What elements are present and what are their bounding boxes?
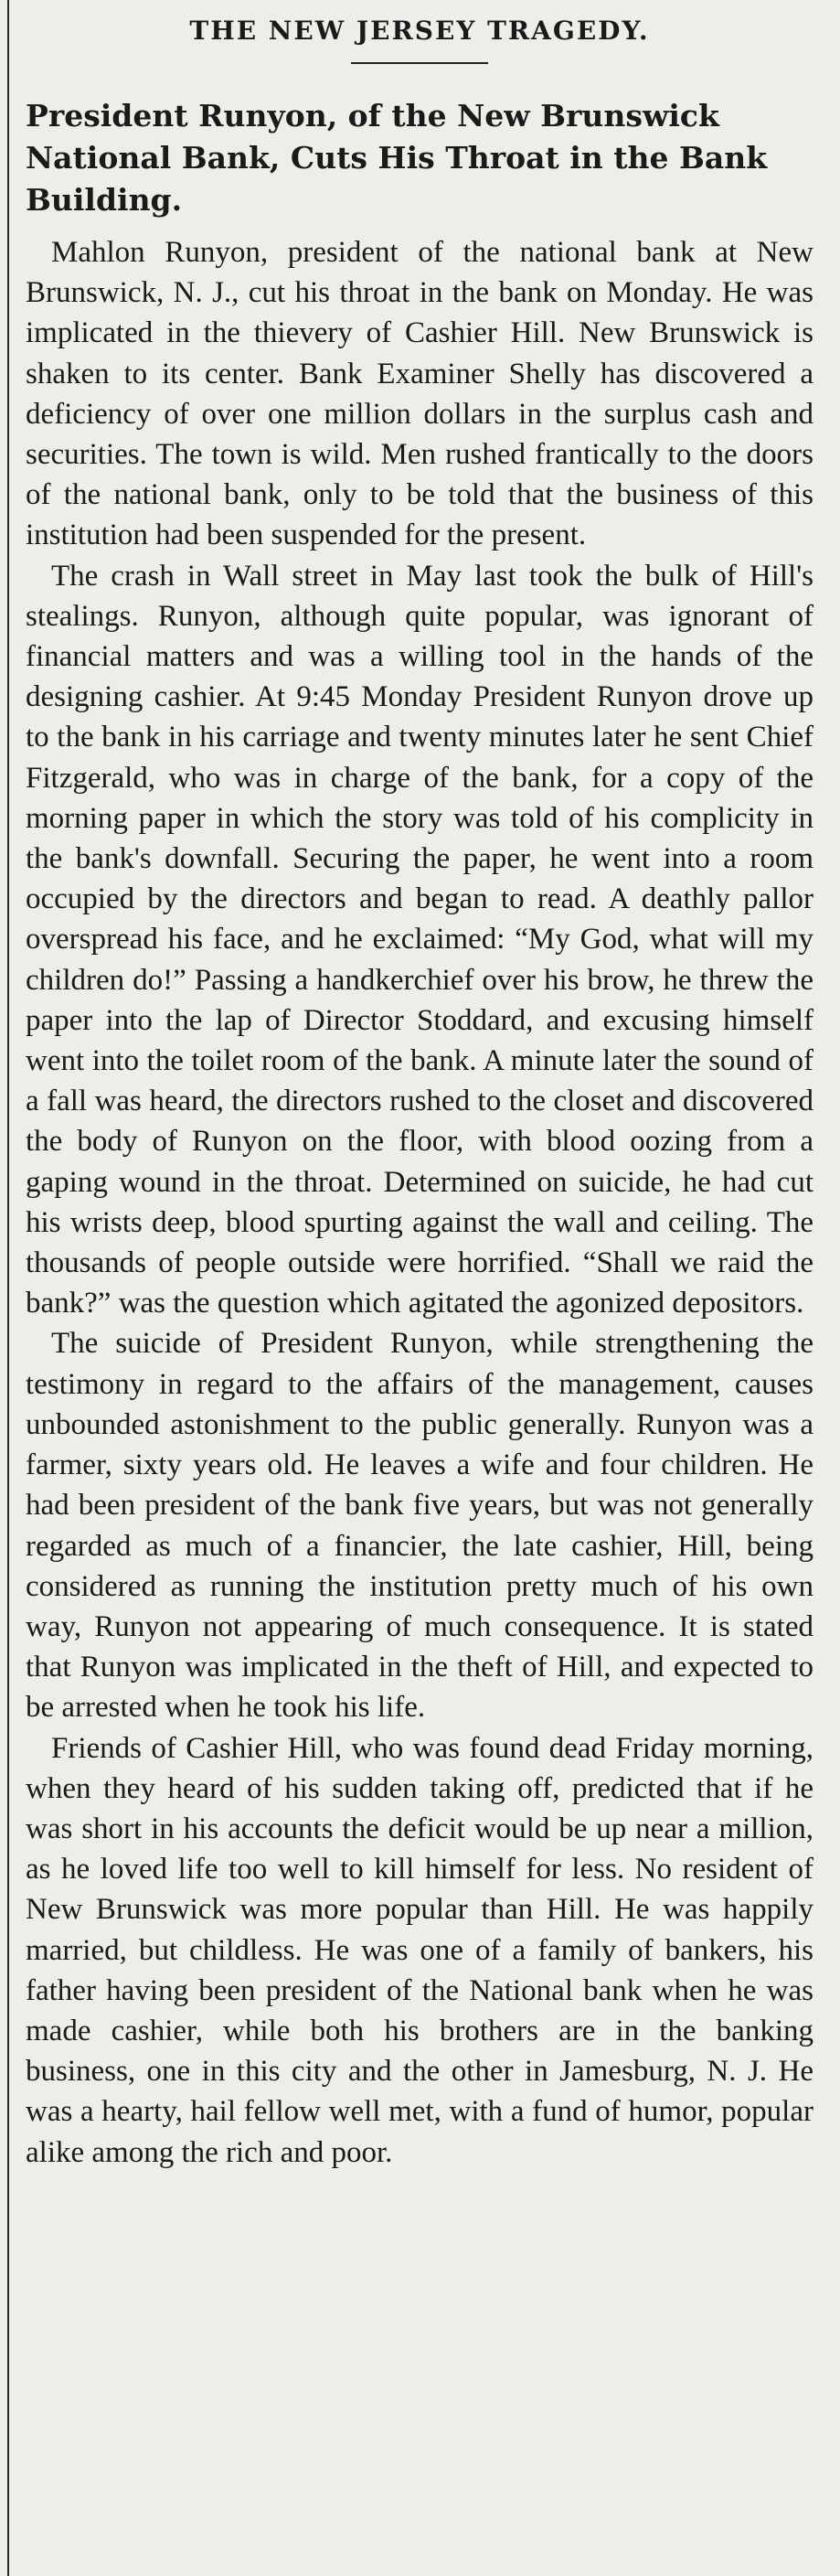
paragraph: Friends of Cashier Hill, who was found dead Friday morning, when they heard of his sudden taking off, predicted that if he was short in his accounts the deficit would be up near a million, as he loved life too well to kill himself for less. No resident of New Brunswick was more popular than Hill. He was happily married, but childless. He was one of a family of bankers, his father having been president of the National bank when he was made cashier, while both his brothers are in the banking business, one in this city and the other in Jamesburg, N. J. He was a hearty, hail fellow well met, with a fund of humor, popular alike among the rich and poor.	[26, 1731, 813, 2169]
paragraph: The suicide of President Runyon, while strengthening the testimony in regard to the affairs of the management, causes unbounded astonishment to the public generally. Runyon was a farmer, sixty years old. He leaves a wife and four children. He had been president of the bank five years, but was not generally regarded as much of a financier, the late cashier, Hill, being considered as running the institution pretty much of his own way, Runyon not appearing of much consequence. It is stated that Runyon was implicated in the theft of Hill, and expected to be arrested when he took his life.	[26, 1327, 813, 1725]
column-rule	[7, 0, 9, 2576]
headline: THE NEW JERSEY TRAGEDY.	[189, 16, 650, 46]
article	[26, 13, 813, 2173]
article-body	[26, 232, 813, 2173]
headline-divider	[351, 62, 488, 64]
paragraph: The crash in Wall street in May last took the bulk of Hill's stealings. Runyon, although quite popular, was ignorant of financial matters and was a willing tool in the hands of the designing cashier. At 9:45 Monday President Runyon drove up to the bank in his carriage and twenty minutes later he sent Chief Fitzgerald, who was in charge of the bank, for a copy of the morning paper in which the story was told of his complicity in the bank's downfall. Securing the paper, he went into a room occupied by the directors and began to read. A deathly pallor overspread his face, and he exclaimed: “My God, what will my children do!” Passing a handkerchief over his brow, he threw the paper into the lap of Director Stoddard, and excusing himself went into the toilet room of the bank. A minute later the sound of a fall was heard, the directors rushed to the closet and discovered the body of Runyon on the floor, with blood oozing from a gaping wound in the throat. Determined on suicide, he had cut his wrists deep, blood spurting against the wall and ceiling. The thousands of people outside were horrified. “Shall we raid the bank?” was the question which agitated the agonized depositors.	[26, 559, 813, 1320]
subheadline: President Runyon, of the New Brunswick National Bank, Cuts His Throat in the Bank Building.	[26, 98, 768, 218]
paragraph: Mahlon Runyon, president of the national bank at New Brunswick, N. J., cut his throat in the bank on Monday. He was implicated in the thievery of Cashier Hill. New Brunswick is shaken to its center. Bank Examiner Shelly has discovered a deficiency of over one million dollars in the surplus cash and securities. The town is wild. Men rushed frantically to the doors of the national bank, only to be told that the business of this institution had been suspended for the present.	[26, 236, 813, 552]
